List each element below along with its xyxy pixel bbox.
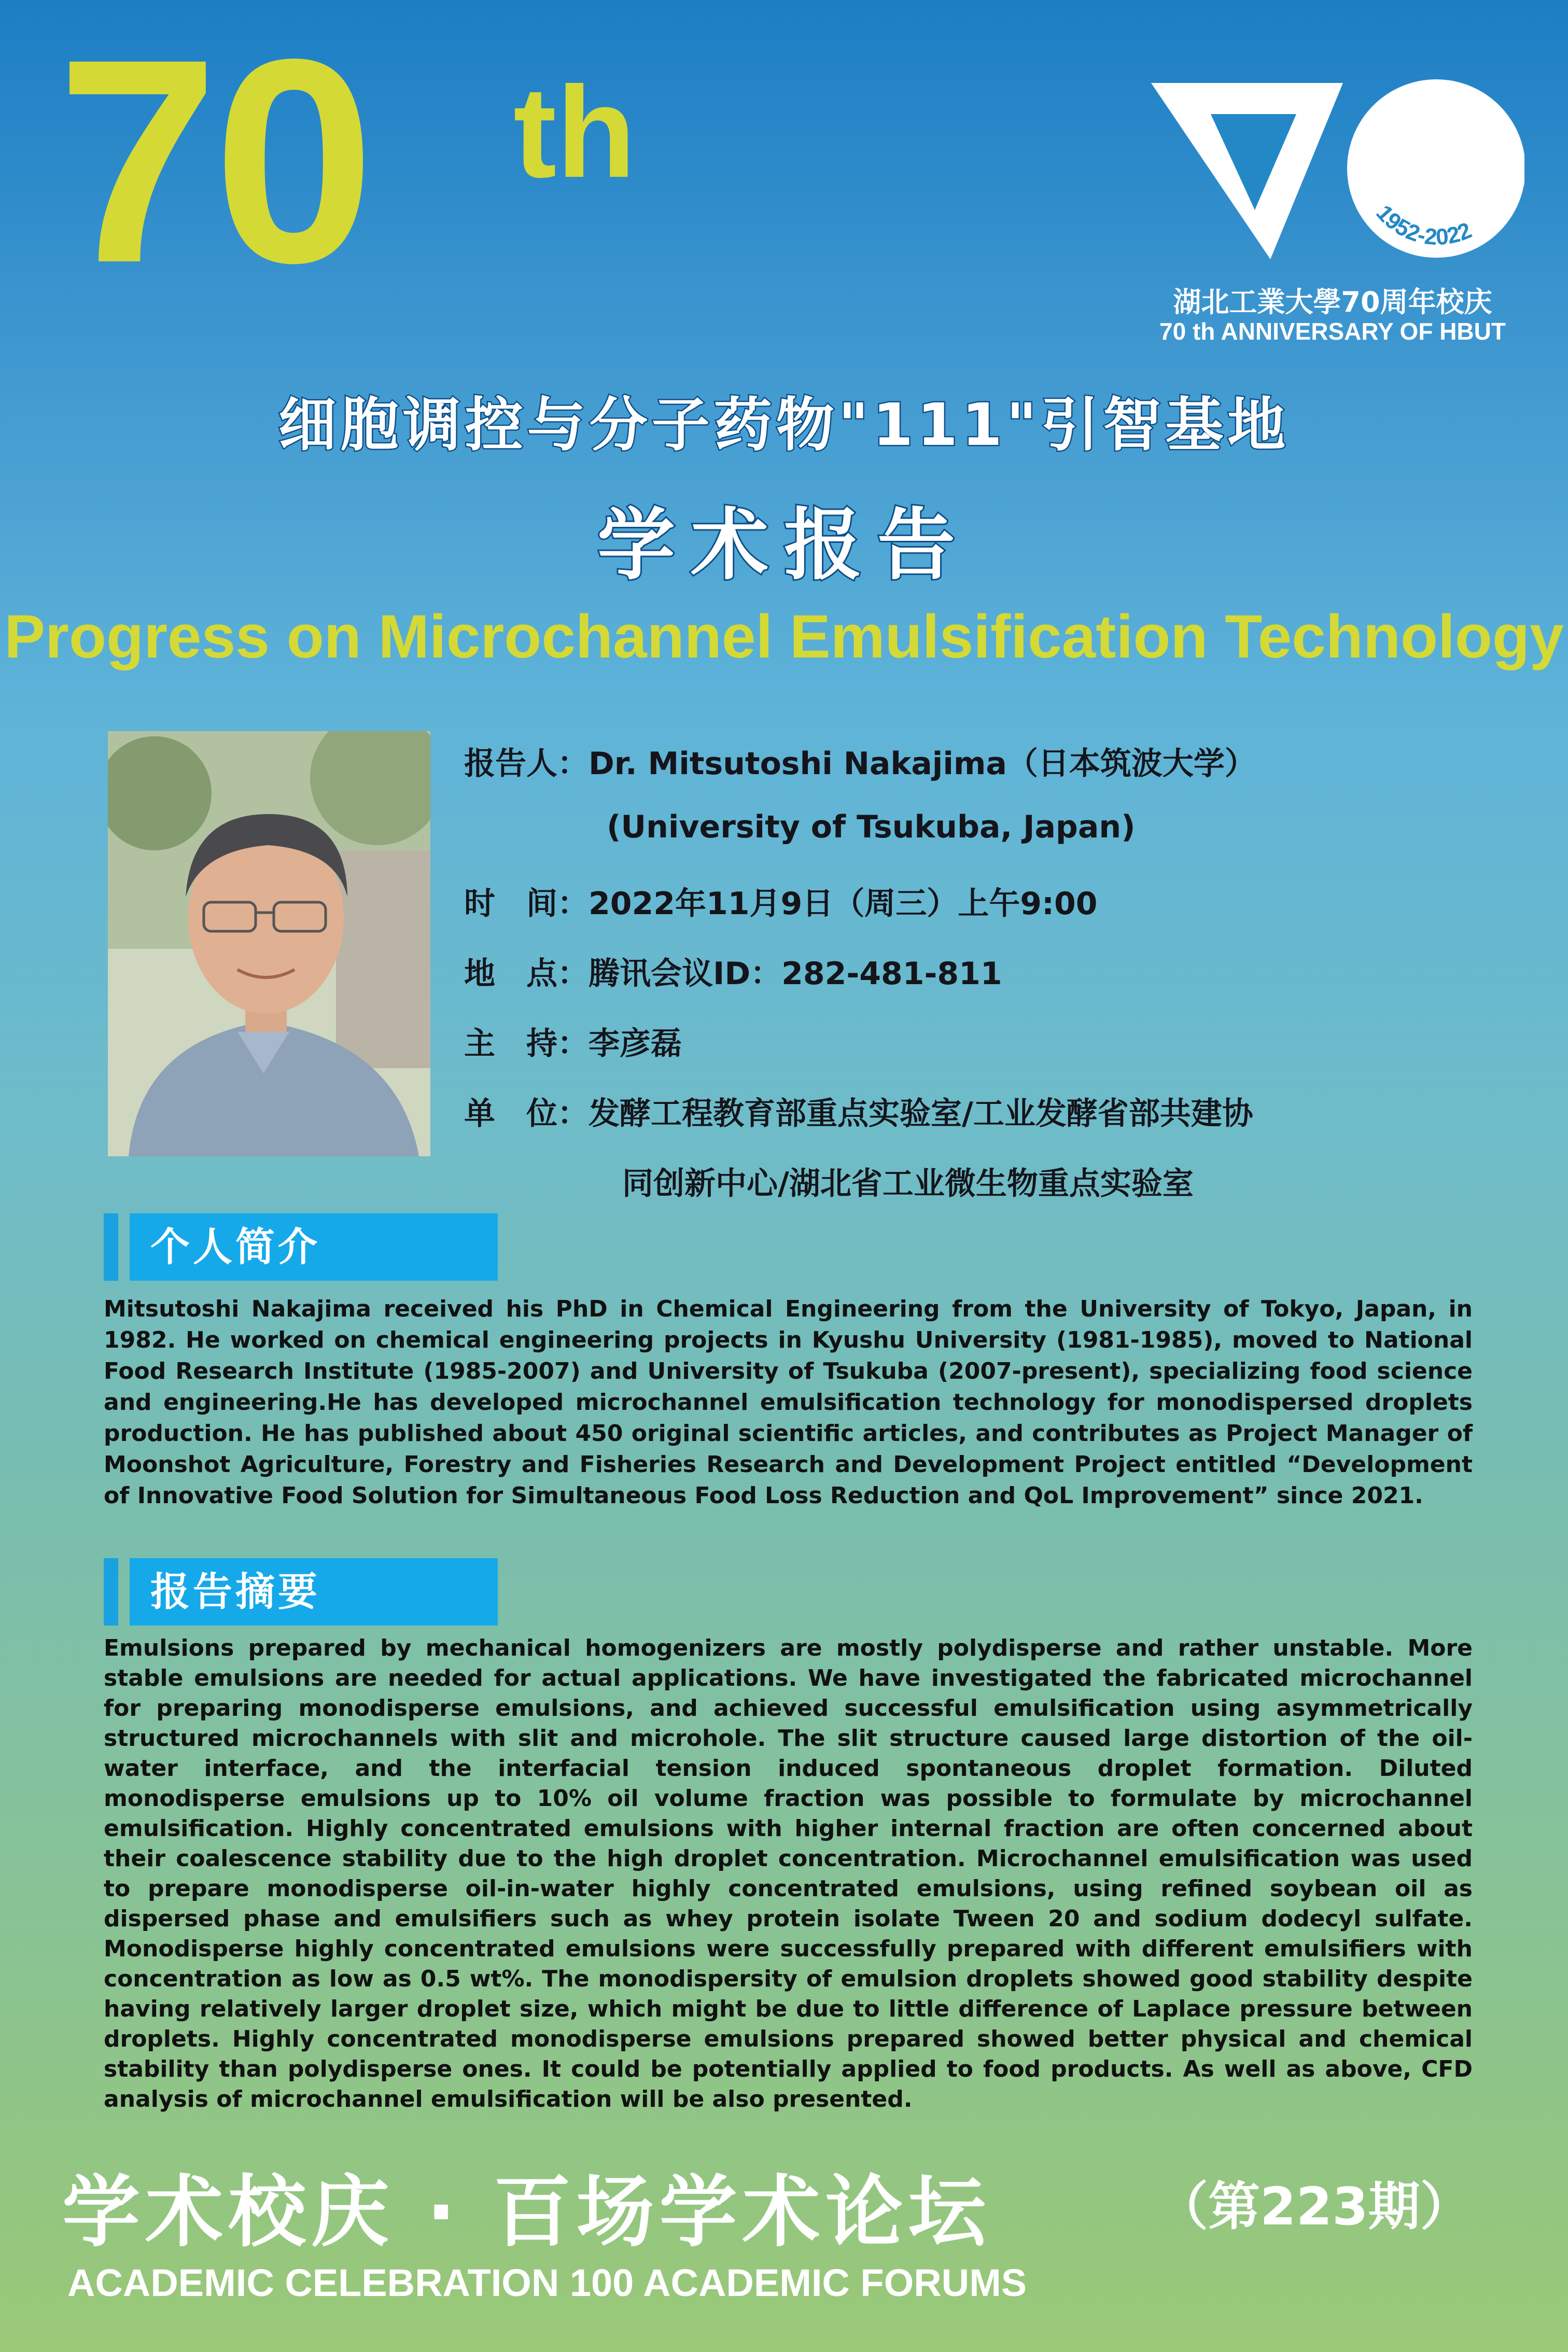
abstract-heading-label: 报告摘要: [130, 1558, 498, 1626]
logo-chinese-caption: 湖北工業大學70周年校庆: [1173, 286, 1492, 318]
bio-text: Mitsutoshi Nakajima received his PhD in Chemical Engineering from the University of Tokyo, Japan, in 1982. He worked on chemical engineering projects in Kyushu University (1981-1985), moved to National Food Research Institute (1985-2007) and University of Tsukuba (2007-present), specializing food science and engineering.He has developed microchannel emulsification technology for monodispersed droplets production. He has published about 450 original scientific articles, and contributes as Project Manager of Moonshot Agriculture, Forestry and Fisheries Research and Development Project entitled “Development of Innovative Food Solution for Simultaneous Food Loss Reduction and QoL Improvement” since 2021.: [104, 1296, 1473, 1509]
speaker-row: [464, 739, 1256, 783]
abstract-text: Emulsions prepared by mechanical homogenizers are mostly polydisperse and rather unstable. More stable emulsions are needed for actual applications. We have investigated the fabricated microchannel for preparing monodisperse emulsions, and achieved successful emulsification using asymmetrically structured microchannels with slit and microhole. The slit structure caused large distortion of the oil-water interface, and the interfacial tension induced spontaneous droplet formation. Diluted monodisperse emulsions up to 10% oil volume fraction was possible to formulate by microchannel emulsification. Highly concentrated emulsions with higher internal fraction are often concerned about their coalescence stability due to the high droplet concentration. Microchannel emulsification was used to prepare monodisperse oil-in-water highly concentrated emulsions, using refined soybean oil as dispersed phase and emulsifiers such as whey protein isolate Tween 20 and sodium dodecyl sulfate. Monodisperse highly concentrated emulsions were successfully prepared with different emulsifiers with concentration as low as 0.5 wt%. The monodispersity of emulsion droplets showed good stability despite having relatively larger droplet size, which might be due to little difference of Laplace pressure between droplets. Highly concentrated monodisperse emulsions prepared showed better physical and chemical stability than polydisperse ones. It could be potentially applied to food products. As well as above, CFD analysis of microchannel emulsification will be also presented.: [104, 1635, 1473, 2112]
unit-line-2: 同创新中心/湖北省工业微生物重点实验室: [622, 1166, 1194, 1202]
host-label: 主 持：: [464, 1026, 589, 1062]
place-row: [464, 949, 1002, 993]
speaker-name: Dr. Mitsutoshi Nakajima（日本筑波大学）: [589, 746, 1256, 782]
logo-english-caption: 70 th ANNIVERSARY OF HBUT: [1159, 318, 1506, 345]
bio-heading-stripe: [104, 1213, 118, 1281]
forum-series-english: ACADEMIC CELEBRATION 100 ACADEMIC FORUMS: [67, 2261, 1027, 2304]
unit-line-1: 发酵工程教育部重点实验室/工业发酵省部共建协: [589, 1096, 1253, 1132]
speaker-label: 报告人：: [464, 746, 589, 782]
host-row: [464, 1019, 682, 1063]
logo-years: 1952-2022: [1371, 200, 1476, 250]
english-talk-title: Progress on Microchannel Emulsification Technology: [4, 603, 1564, 671]
hbut-70-logo: [1141, 78, 1524, 285]
time-value: 2022年11月9日（周三）上午9:00: [589, 886, 1098, 922]
host-value: 李彦磊: [589, 1026, 682, 1062]
abstract-heading-stripe: [104, 1558, 118, 1626]
speaker-portrait: [108, 731, 430, 1156]
abstract-heading: [104, 1558, 498, 1626]
bio-heading-label: 个人简介: [130, 1213, 498, 1281]
time-row: [464, 879, 1097, 923]
place-label: 地 点：: [464, 956, 589, 992]
unit-row: [464, 1089, 1253, 1133]
unit-label: 单 位：: [464, 1096, 589, 1132]
anniversary-number: 70: [57, 0, 370, 323]
base-title: 细胞调控与分子药物"111"引智基地: [278, 391, 1290, 459]
time-label: 时 间：: [464, 886, 589, 922]
anniversary-suffix: th: [513, 60, 636, 204]
bio-heading: [104, 1213, 498, 1281]
speaker-photo: [108, 731, 430, 1156]
place-value: 腾讯会议ID：282-481-811: [589, 956, 1002, 992]
speaker-affiliation: (University of Tsukuba, Japan): [607, 809, 1136, 845]
report-title: 学术报告: [597, 500, 971, 591]
forum-series-title: 学术校庆 · 百场学术论坛: [62, 2167, 991, 2258]
forum-issue-number: （第223期）: [1156, 2176, 1472, 2237]
